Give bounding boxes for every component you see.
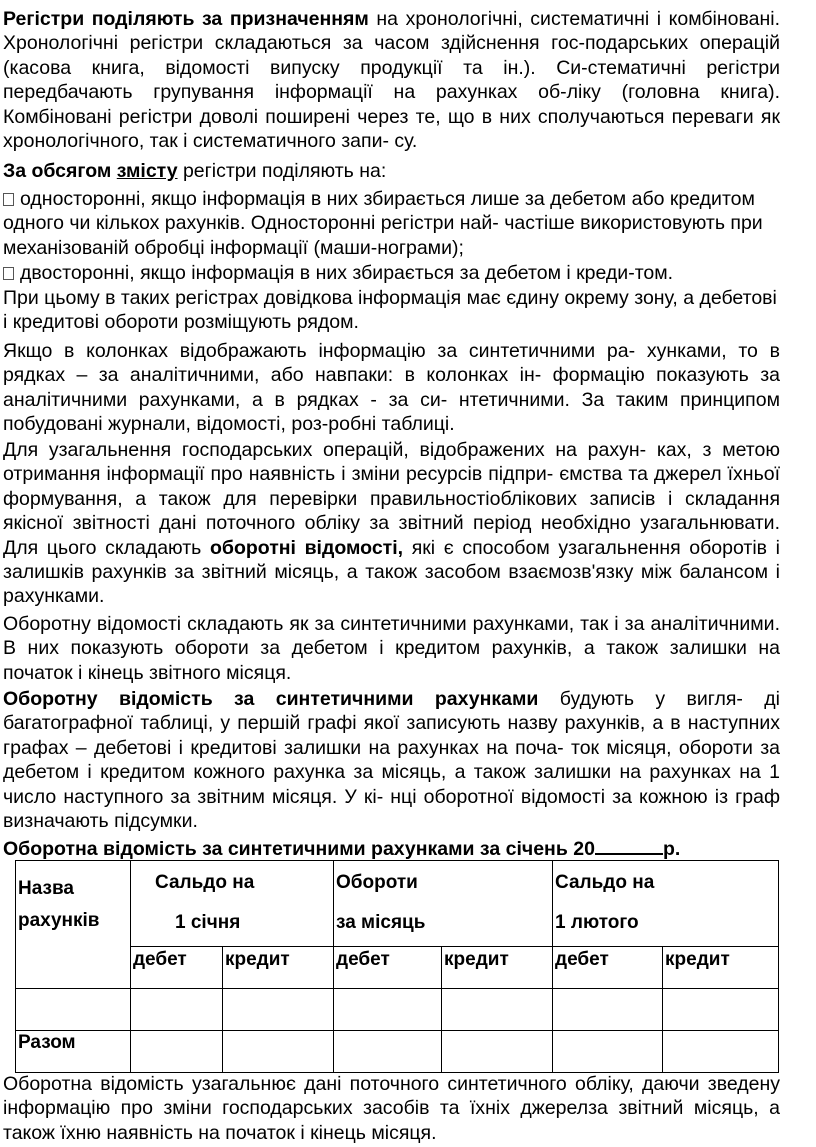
turnover-table (15, 860, 779, 1073)
paragraph-columns-rows (3, 339, 780, 437)
header-text: за місяць (336, 912, 426, 933)
table-header-row (16, 861, 779, 947)
subheader-debit: дебет (334, 947, 442, 989)
paragraph-text: будують у вигля- ді багатографної таблиці, у першій графі якої записують назву рахунків, а в наступних графах – дебетові і кредитові залишки на рахунках на поча- ток місяця, обороти за дебетом і кредитом кожного рахунка за місяць, а також залишки на рахунках на 1 число наступного за звітним місяця. У кі- нці оборотної відомості за кожною із граф визначають підсумки. (3, 688, 780, 833)
bullet-item (3, 187, 780, 260)
table-cell (553, 989, 663, 1031)
bold-term: За обсягом (3, 160, 117, 182)
header-closing-balance (553, 861, 779, 947)
subheader-credit: кредит (223, 947, 334, 989)
header-text: Обороти (336, 872, 418, 893)
table-cell (334, 1031, 442, 1073)
paragraph-summary (3, 1072, 780, 1145)
bold-term: Оборотну відомість за синтетичними рахунками (3, 688, 539, 710)
table-cell (334, 989, 442, 1031)
table-cell (223, 989, 334, 1031)
subheader-credit: кредит (442, 947, 553, 989)
bold-term: Регістри поділяють за призначенням (3, 8, 369, 30)
paragraph-reference-info (3, 286, 780, 335)
table-cell (442, 1031, 553, 1073)
table-row (16, 989, 779, 1031)
table-title (3, 835, 780, 861)
table-title-text: Оборотна відомість за синтетичними рахунками за січень 20 (3, 838, 595, 860)
table-cell (223, 1031, 334, 1073)
table-cell (131, 1031, 223, 1073)
paragraph-text: Оборотна відомість узагальнює дані поточного синтетичного обліку, даючи зведену інформацію про зміни господарських засобів та їхніх джерелза звітний місяць, а також їхню наявність на початок і кінець місяця. (3, 1073, 780, 1144)
header-opening-balance (131, 861, 334, 947)
bold-term: оборотні відомості, (209, 536, 404, 559)
header-text: 1 лютого (555, 912, 639, 933)
table-cell (131, 989, 223, 1031)
header-text: Сальдо на (555, 872, 655, 893)
bullet-text: односторонні, якщо інформація в них збирається лише за дебетом або кредитом одного чи кількох рахунків. Односторонні регістри най- частіше використовують при механізованій обробці інформації (маши-нограми); (3, 188, 763, 259)
paragraph-text: Якщо в колонках відображають інформацію за синтетичними ра- хунками, то в рядках – за аналітичними, або навпаки: в колонках ін- формацію показують за аналітичними рахунками, а в рядках - за си- нтетичними. За таким принципом побудовані журнали, відомості, роз-робні таблиці. (3, 340, 780, 436)
table-cell (442, 989, 553, 1031)
table-total-row (16, 1031, 779, 1073)
table-cell (663, 989, 779, 1031)
header-text: рахунків (18, 910, 100, 931)
table-cell (553, 1031, 663, 1073)
table-cell (663, 1031, 779, 1073)
table-title-suffix: р. (662, 838, 681, 860)
table-cell (16, 989, 131, 1031)
paragraph-generalization (3, 438, 780, 609)
bullet-box-icon (3, 193, 14, 206)
bullet-box-icon (3, 267, 14, 280)
subheader-credit: кредит (663, 947, 779, 989)
header-text: Назва (18, 878, 74, 899)
paragraph-text: При цьому в таких регістрах довідкова інформація має єдину окрему зону, а дебетові і кредитові обороти розміщують рядом. (3, 287, 777, 334)
paragraph-text: які є способом узагальнення оборотів і залишків рахунків за звітний місяць, а також засобом взаємозв'язку між балансом і рахунками. (3, 536, 781, 608)
paragraph-text: Для узагальнення господарських операцій, відображених на рахун- ках, з метою отримання інформації про наявність і зміни ресурсів підпри- ємства та джерел їхньої формування, а також для перевірки правильностіоблікових записів і складання якісної звітності дані поточного обліку за звітний період необхідно узагальнювати. Для цього складають (3, 439, 780, 559)
paragraph-text: регістри поділяють на: (177, 160, 387, 182)
header-turnover (334, 861, 553, 947)
paragraph-content-volume (3, 159, 780, 183)
paragraph-turnover-sheets (3, 612, 780, 685)
total-label: Разом (16, 1031, 131, 1073)
header-text: Сальдо на (155, 872, 255, 893)
header-text: 1 січня (175, 912, 241, 933)
bold-underlined-term: змісту (116, 160, 178, 182)
header-account-name (16, 861, 131, 989)
subheader-debit: дебет (553, 947, 663, 989)
table-subheader-row (16, 947, 779, 989)
bullet-item (3, 261, 780, 285)
paragraph-synthetic-sheet (3, 687, 780, 833)
subheader-debit: дебет (131, 947, 223, 989)
blank-line (595, 835, 663, 855)
bullet-text: двосторонні, якщо інформація в них збирається за дебетом і креди-том. (20, 262, 674, 284)
paragraph-text: на хронологічні, систематичні і комбіновані. Хронологічні регістри складаються за часом здійснення гос-подарських операцій (касова книга, відомості випуску продукції та ін.). Си-стематичні регістри передбачають групування інформації на рахунках об-ліку (головна книга). Комбіновані регістри доволі поширені через те, що в них сполучаються переваги як хронологічного, так і систематичного запи- су. (3, 8, 780, 153)
paragraph-registers-purpose (3, 7, 780, 153)
paragraph-text: Оборотну відомості складають як за синтетичними рахунками, так і за аналітичними. В них показують обороти за дебетом і кредитом рахунків, а також залишки на початок і кінець звітного місяця. (3, 613, 780, 684)
